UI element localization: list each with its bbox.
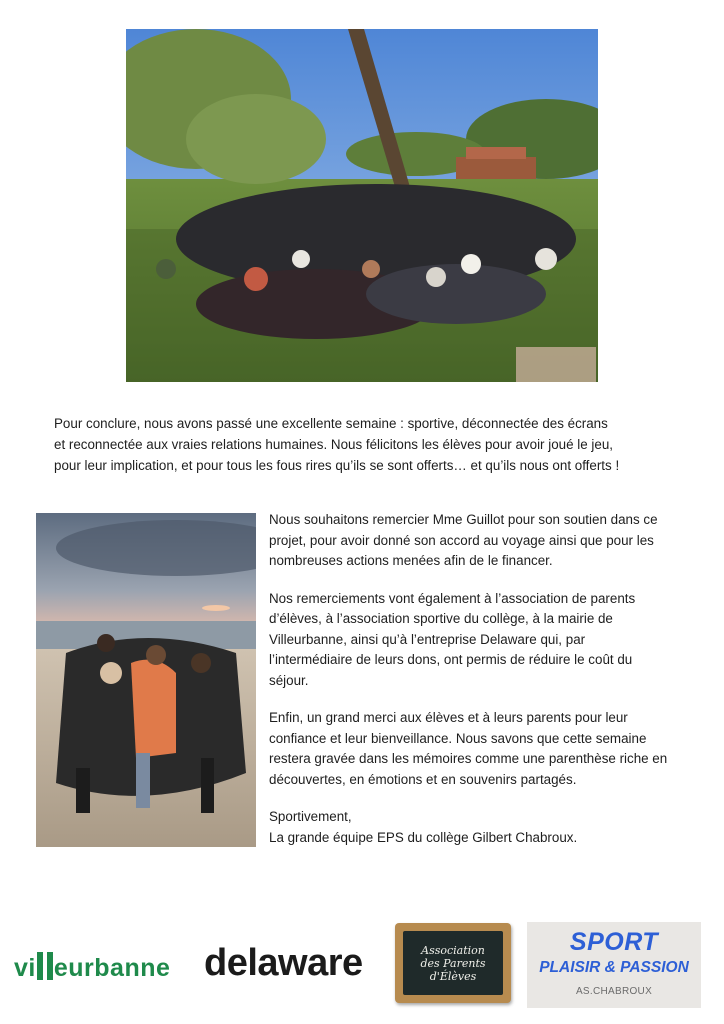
thanks-column	[269, 510, 709, 848]
beach-photo	[36, 513, 256, 847]
thanks-paragraph-2: Nos remerciements vont également à l’association de parents d’élèves, à l’association sportive du collège, à la mairie de Villeurbanne, ainsi qu’à l’entreprise Delaware qui, par l’intermédiaire de leurs dons, ont permis de réduire le coût du séjour.	[269, 590, 636, 688]
villeurbanne-logo: vi eurbanne	[14, 954, 171, 982]
intro-paragraph: Pour conclure, nous avons passé une excellente semaine : sportive, déconnectée des écrans et reconnectée aux vraies relations humaines. Nous félicitons les élèves pour avoir joué le jeu, pour leur implication, et pour tous les fous rires qu’ils se sont offerts… et qu’ils nous ont offerts !	[54, 416, 620, 473]
signature: Sportivement, La grande équipe EPS du collège Gilbert Chabroux.	[269, 809, 578, 845]
delaware-logo: delaware	[204, 942, 363, 984]
group-photo	[126, 29, 598, 382]
thanks-paragraph-3: Enfin, un grand merci aux élèves et à leurs parents pour leur confiance et leur bienveillance. Nous savons que cette semaine restera gravée dans les mémoires comme une parenthèse riche en découvertes, en émotions et en souvenirs partagés.	[269, 710, 668, 787]
parents-association-logo	[395, 923, 511, 1003]
chalkboard: Association des Parents d'Élèves	[403, 931, 503, 995]
villeurbanne-bars-icon	[36, 952, 54, 980]
sport-plaisir-passion-logo: SPORT PLAISIR & PASSION AS.CHABROUX	[527, 922, 701, 1008]
thanks-paragraph-1: Nous souhaitons remercier Mme Guillot pour son soutien dans ce projet, pour avoir donné son accord au voyage ainsi que pour les nombreuses actions menées afin de le financer.	[269, 512, 658, 568]
